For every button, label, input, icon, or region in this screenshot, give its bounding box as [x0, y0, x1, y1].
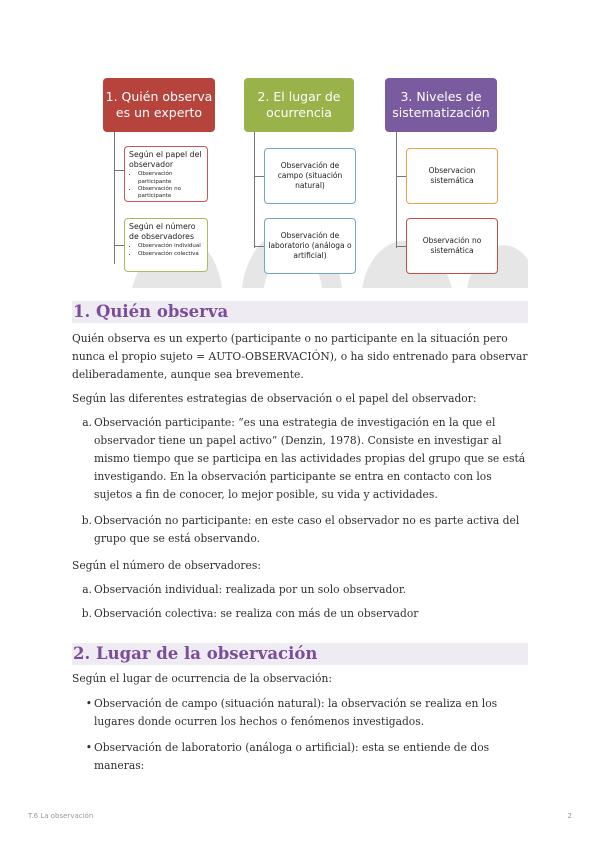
- list-item-text: Observación individual: realizada por un solo observador.: [94, 583, 407, 596]
- box-list-item: • Observación participante: [138, 171, 203, 185]
- section-title-who-observes: 1. Quién observa: [72, 301, 528, 323]
- box-title: Según el número de observadores: [129, 222, 196, 241]
- list-item-collective: [81, 605, 530, 623]
- connector-line: [114, 170, 124, 171]
- list-item-text: Observación colectiva: se realiza con más de un observador: [94, 607, 419, 620]
- connector-line: [254, 176, 264, 177]
- box-title: Según el papel del observador: [129, 150, 202, 169]
- box-text: Observación de campo (situación natural): [277, 161, 343, 190]
- paragraph-strategies-intro: Según las diferentes estrategias de observación o el papel del observador:: [72, 392, 477, 405]
- connector-line: [254, 246, 264, 247]
- list-item-individual: [82, 581, 530, 599]
- diagram-box-observer-role: [124, 146, 208, 202]
- paragraph-intro: Quién observa es un experto (participante o no participante en la situación pero nunca el propio sujeto = AUTO-OBSERVACIÓN), o ha sido entrenado para observar deliberadamente, aunque sea brevemente.: [72, 332, 528, 381]
- diagram-box-non-systematic: [406, 218, 498, 274]
- connector-line: [396, 246, 406, 247]
- list-item-text: Observación participante: “es una estrategia de investigación en la que el observador tiene un papel activo” (Denzin, 1978). Consiste en investigar al mismo tiempo que se participa en las actividades propias del grupo que se está investigando. En la observación participante se entra en contacto con los sujetos a fin de conocer, lo mejor posible, su vida y actividades.: [94, 416, 526, 501]
- list-marker: •: [85, 697, 92, 710]
- footer-page-number: 2: [567, 812, 572, 820]
- paragraph-number-intro: Según el número de observadores:: [72, 559, 261, 572]
- footer-chapter: T.6 La observación: [28, 812, 94, 820]
- connector-line: [396, 132, 397, 248]
- section-title-place: 2. Lugar de la observación: [72, 643, 528, 665]
- box-text: Observación de laboratorio (análoga o artificial): [268, 231, 352, 260]
- list-marker: a.: [82, 416, 92, 429]
- list-marker: •: [85, 741, 92, 754]
- diagram-box-observer-count: [124, 218, 208, 272]
- box-list: [129, 243, 203, 257]
- box-list-item: • Observación individual: [138, 243, 203, 250]
- list-item-field: [85, 695, 530, 731]
- connector-line: [114, 245, 124, 246]
- box-list: [129, 171, 203, 200]
- box-text: Observación no sistemática: [422, 236, 482, 255]
- box-list-item: • Observación no participante: [138, 186, 203, 200]
- list-marker: a.: [82, 583, 92, 596]
- diagram-box-systematic: [406, 148, 498, 204]
- concept-diagram: [72, 70, 528, 288]
- diagram-header-systematization: [385, 78, 497, 132]
- list-item-laboratory: [85, 739, 530, 775]
- diagram-header-place: [244, 78, 354, 132]
- diagram-header-text: 2. El lugar de ocurrencia: [257, 89, 341, 120]
- paragraph-place-intro: Según el lugar de ocurrencia de la observación:: [72, 672, 332, 685]
- diagram-header-who-observes: [103, 78, 215, 132]
- list-item-non-participant: [81, 512, 530, 548]
- connector-line: [254, 132, 255, 248]
- box-text: Observacion sistemática: [428, 166, 476, 185]
- list-item-participant: [82, 414, 530, 504]
- box-list-item: • Observación colectiva: [138, 251, 203, 258]
- diagram-box-lab-observation: [264, 218, 356, 274]
- diagram-box-field-observation: [264, 148, 356, 204]
- list-marker: b.: [81, 607, 92, 620]
- diagram-header-text: 1. Quién observa es un experto: [105, 89, 213, 120]
- diagram-header-text: 3. Niveles de sistematización: [392, 89, 490, 120]
- list-item-text: Observación de campo (situación natural): la observación se realiza en los lugares donde ocurren los hechos o fenómenos investigados.: [94, 697, 498, 728]
- list-marker: b.: [81, 514, 92, 527]
- list-item-text: Observación no participante: en este caso el observador no es parte activa del grupo que se está observando.: [94, 514, 520, 545]
- connector-line: [396, 176, 406, 177]
- list-item-text: Observación de laboratorio (análoga o artificial): esta se entiende de dos maneras:: [94, 741, 490, 772]
